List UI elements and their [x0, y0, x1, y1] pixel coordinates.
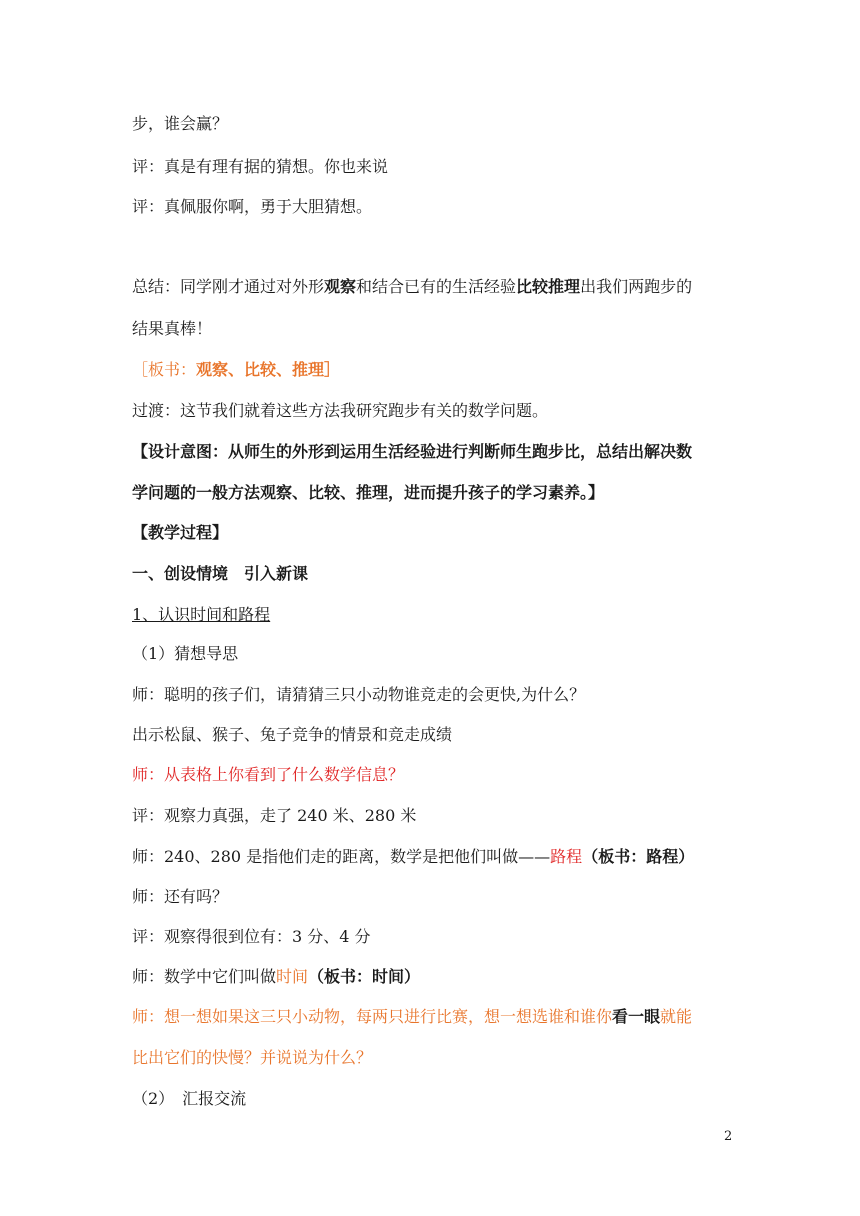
subsection-heading: 1、认识时间和路程 — [132, 605, 271, 624]
text-line: 评：真佩服你啊，勇于大胆猜想。 — [132, 197, 373, 216]
text-line: 评：真是有理有据的猜想。你也来说 — [132, 157, 389, 176]
text-run: 师：240、280 是指他们走的距离，数学是把他们叫做—— — [132, 847, 551, 866]
text-line: 过渡：这节我们就着这些方法我研究跑步有关的数学问题。 — [132, 401, 549, 420]
design-intent-line: 【设计意图：从师生的外形到运用生活经验进行判断师生跑步比，总结出解决数 — [132, 442, 693, 461]
text-run: 和结合已有的生活经验 — [356, 277, 517, 296]
section-heading: 一、创设情境 引入新课 — [132, 564, 309, 583]
bold-run: （板书：时间） — [308, 967, 421, 986]
bold-run: 看一眼 — [612, 1007, 661, 1026]
text-run: 师：数学中它们叫做 — [132, 967, 277, 986]
text-line: （2） 汇报交流 — [132, 1089, 247, 1108]
text-line: 师：还有吗？ — [132, 887, 229, 906]
text-line — [132, 966, 420, 988]
text-run: 师：想一想如果这三只小动物，每两只进行比赛，想一想选谁和谁你 — [132, 1007, 613, 1026]
question-line: 师：从表格上你看到了什么数学信息？ — [132, 765, 405, 784]
question-line: 比出它们的快慢？并说说为什么？ — [132, 1048, 373, 1067]
highlight-run: 时间 — [276, 967, 309, 986]
text-line: 评：观察得很到位有：3 分、4 分 — [132, 927, 371, 946]
summary-line — [132, 276, 692, 298]
text-line — [132, 846, 694, 868]
bold-run: （板书：路程） — [582, 847, 695, 866]
question-line — [132, 1006, 692, 1028]
bold-run: 观察 — [324, 277, 357, 296]
text-run: ［板书： — [132, 360, 197, 379]
bold-run: 观察、比较、推理］ — [196, 360, 341, 379]
section-heading: 【教学过程】 — [132, 523, 229, 542]
text-line: （1）猜想导思 — [132, 644, 239, 663]
design-intent-line: 学问题的一般方法观察、比较、推理，进而提升孩子的学习素养。】 — [132, 483, 605, 502]
text-line: 出示松鼠、猴子、兔子竞争的情景和竞走成绩 — [132, 725, 453, 744]
highlight-run: 路程 — [550, 847, 583, 866]
text-run: 出我们两跑步的 — [580, 277, 693, 296]
text-line: 步，谁会赢？ — [132, 114, 229, 133]
text-line: 结果真棒！ — [132, 319, 213, 338]
text-run: 总结：同学刚才通过对外形 — [132, 277, 325, 296]
text-run: 就能 — [660, 1007, 693, 1026]
board-note — [132, 359, 340, 381]
bold-run: 比较推理 — [516, 277, 581, 296]
text-line: 师：聪明的孩子们，请猜猜三只小动物谁竞走的会更快,为什么？ — [132, 685, 586, 704]
page-number: 2 — [724, 1129, 733, 1144]
text-line: 评：观察力真强，走了 240 米、280 米 — [132, 806, 417, 825]
